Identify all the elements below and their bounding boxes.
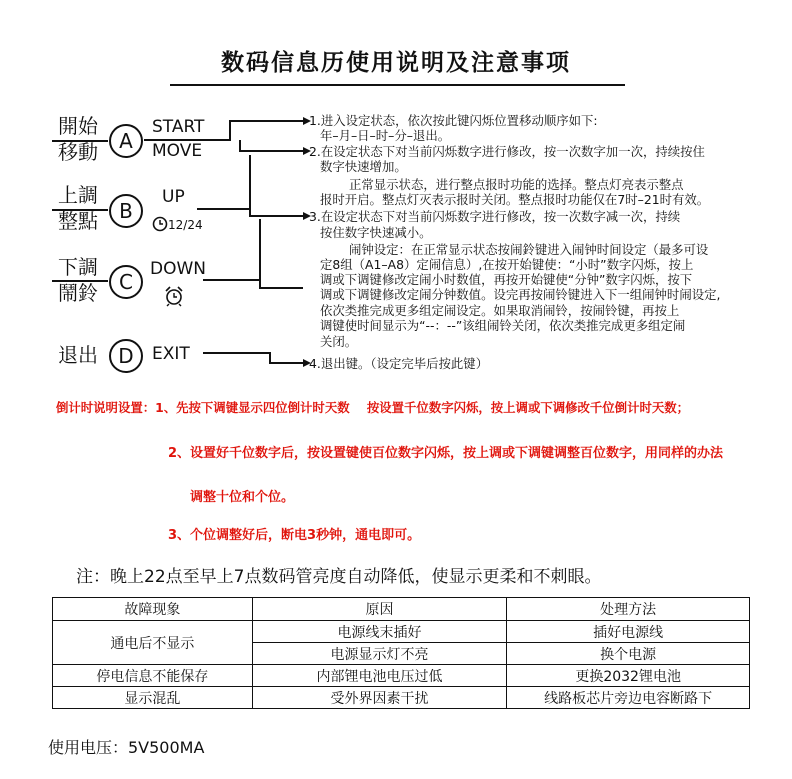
instruction-3: 3.在设定状态下对当前闪烁数字进行修改，按一次数字减一次，持续 (309, 209, 681, 224)
cause-cell: 受外界因素干扰 (252, 687, 507, 709)
countdown-step-2-cont: 调整十位和个位。 (190, 490, 295, 505)
cause-cell: 电源线末插好 (252, 621, 507, 643)
key-b-circle: B (109, 194, 143, 228)
key-c-label-bottom: 鬧鈴 (58, 281, 98, 305)
instruction-3-cont: 按住数字快速减小。 (320, 225, 432, 240)
key-b-mode: 12/24 (168, 218, 203, 232)
key-a-circle: A (109, 124, 143, 158)
symptom-cell: 通电后不显示 (53, 621, 253, 665)
key-c-circle: C (109, 265, 143, 299)
instruction-3-alarm-5: 依次类推完成更多组定闹设定。如果取消闹铃，按闹铃键，再按上 (320, 303, 680, 318)
table-row (53, 687, 750, 709)
solution-cell: 插好电源线 (507, 621, 750, 643)
instruction-4: 4.退出键。（设定完毕后按此键） (309, 356, 489, 371)
header-symptom: 故障现象 (53, 598, 253, 621)
key-b-label-top: 上調 (58, 183, 98, 207)
countdown-step-1: 倒计时说明设置：1、先按下调键显示四位倒计时天数 按设置千位数字闪烁，按上调或下调修改千位倒计时天数； (56, 400, 690, 415)
instruction-3-alarm-4: 调或下调键修改定闹分钟数值。设完再按闹铃键进入下一组闹钟时闹设定, (320, 287, 721, 302)
header-solution: 处理方法 (507, 598, 750, 621)
key-a-label-bottom: 移動 (58, 140, 98, 164)
page-title: 数码信息历使用说明及注意事项 (221, 50, 571, 76)
key-a-label-top: 開始 (58, 114, 98, 138)
instruction-3-alarm: 闹钟设定：在正常显示状态按闹鈴键进入闹钟时间设定（最多可设 (349, 242, 709, 257)
key-a-function: START (152, 117, 205, 137)
solution-cell: 更换2032锂电池 (507, 665, 750, 687)
symptom-cell: 停电信息不能保存 (53, 665, 253, 687)
instruction-2: 2.在设定状态下对当前闪烁数字进行修改，按一次数字加一次，持续按住 (309, 144, 705, 159)
header-cause: 原因 (252, 598, 507, 621)
countdown-step-2: 2、设置好千位数字后，按设置键使百位数字闪烁，按上调或下调键调整百位数字，用同样的办法 (168, 446, 724, 461)
instruction-2-hourly: 正常显示状态，进行整点报时功能的选择。整点灯亮表示整点 (349, 177, 684, 192)
brightness-note: 注：晚上22点至早上7点数码管亮度自动降低，使显示更柔和不刺眼。 (76, 567, 602, 587)
instruction-3-alarm-2: 定8组（A1–A8）定闹信息）,在按开始键使：“小时”数字闪烁，按上 (320, 257, 694, 272)
instruction-2-hourly-cont: 报时开启。整点灯灭表示报时关闭。整点报时功能仅在7时–21时有效。 (320, 192, 710, 207)
table-header-row (53, 598, 750, 621)
key-c-function: DOWN (150, 259, 206, 279)
instruction-1: 1.进入设定状态，依次按此键闪烁位置移动顺序如下: (309, 113, 598, 128)
solution-cell: 线路板芯片旁边电容断路下 (507, 687, 750, 709)
countdown-step-3: 3、个位调整好后，断电3秒钟，通电即可。 (168, 528, 421, 543)
instruction-2-cont: 数字快速增加。 (320, 159, 407, 174)
instruction-3-alarm-7: 关闭。 (320, 334, 358, 349)
key-d-label: 退出 (58, 343, 98, 367)
instruction-1-sequence: 年–月–日–时–分–退出。 (320, 128, 451, 143)
table-row (53, 665, 750, 687)
key-c-label-top: 下調 (58, 255, 98, 279)
table-row (53, 621, 750, 643)
key-b-function: UP (162, 187, 185, 207)
fault-table (52, 597, 750, 709)
key-a-function-2: MOVE (152, 141, 203, 161)
cause-cell: 内部锂电池电压过低 (252, 665, 507, 687)
voltage-spec: 使用电压：5V500MA (48, 738, 205, 757)
cause-cell: 电源显示灯不亮 (252, 643, 507, 665)
key-b-label-bottom: 整點 (58, 209, 98, 233)
key-d-function: EXIT (152, 344, 190, 364)
key-d-circle: D (109, 339, 143, 373)
instruction-3-alarm-6: 调键使时间显示为“--：--”该组闹铃关闭，依次类推完成更多组定闹 (320, 318, 686, 333)
instruction-3-alarm-3: 调或下调键修改定闹小时数值，再按开始键使“分钟”数字闪烁，按下 (320, 272, 693, 287)
solution-cell: 换个电源 (507, 643, 750, 665)
symptom-cell: 显示混乱 (53, 687, 253, 709)
